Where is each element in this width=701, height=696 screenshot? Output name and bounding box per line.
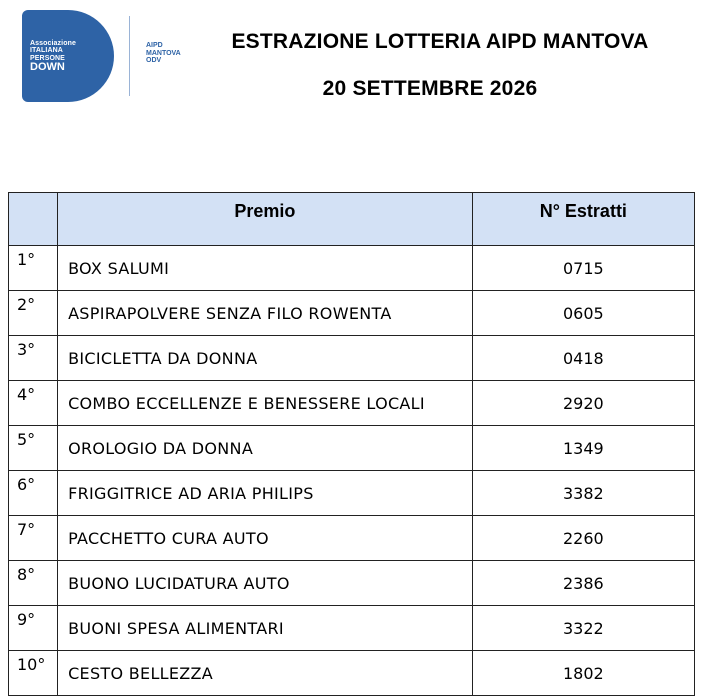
table-row bbox=[9, 291, 695, 336]
row-prize: ASPIRAPOLVERE SENZA FILO ROWENTA bbox=[58, 291, 473, 336]
table-row bbox=[9, 246, 695, 291]
row-number: 2386 bbox=[472, 561, 694, 606]
table-row bbox=[9, 426, 695, 471]
row-number: 0605 bbox=[472, 291, 694, 336]
logo-line-associazione: Associazione bbox=[30, 40, 76, 47]
table-row bbox=[9, 336, 695, 381]
table-row bbox=[9, 381, 695, 426]
row-prize: COMBO ECCELLENZE E BENESSERE LOCALI bbox=[58, 381, 473, 426]
row-number: 1349 bbox=[472, 426, 694, 471]
row-rank: 3° bbox=[9, 336, 58, 381]
logo-sub-aipd: AIPD bbox=[146, 42, 163, 49]
row-rank: 10° bbox=[9, 651, 58, 696]
row-rank: 6° bbox=[9, 471, 58, 516]
row-prize: OROLOGIO DA DONNA bbox=[58, 426, 473, 471]
row-rank: 8° bbox=[9, 561, 58, 606]
header-prize: Premio bbox=[58, 193, 473, 246]
row-number: 2260 bbox=[472, 516, 694, 561]
row-number: 3322 bbox=[472, 606, 694, 651]
row-number: 3382 bbox=[472, 471, 694, 516]
table-row bbox=[9, 561, 695, 606]
row-rank: 1° bbox=[9, 246, 58, 291]
row-number: 2920 bbox=[472, 381, 694, 426]
table-row bbox=[9, 516, 695, 561]
logo-line-down: DOWN bbox=[30, 61, 65, 74]
logo-subtitle bbox=[146, 42, 181, 65]
row-prize: BUONO LUCIDATURA AUTO bbox=[58, 561, 473, 606]
prize-table bbox=[8, 192, 695, 696]
table-header-row bbox=[9, 193, 695, 246]
logo-divider bbox=[129, 16, 130, 96]
logo-text bbox=[30, 40, 110, 74]
header-number: N° Estratti bbox=[472, 193, 694, 246]
logo-line-persone: PERSONE bbox=[30, 54, 65, 62]
row-rank: 4° bbox=[9, 381, 58, 426]
aipd-logo bbox=[22, 10, 192, 105]
row-prize: BUONI SPESA ALIMENTARI bbox=[58, 606, 473, 651]
row-rank: 5° bbox=[9, 426, 58, 471]
logo-sub-odv: ODV bbox=[146, 57, 162, 65]
row-prize: BOX SALUMI bbox=[58, 246, 473, 291]
row-rank: 2° bbox=[9, 291, 58, 336]
row-number: 0715 bbox=[472, 246, 694, 291]
page-title: ESTRAZIONE LOTTERIA AIPD MANTOVA bbox=[231, 30, 649, 53]
row-number: 0418 bbox=[472, 336, 694, 381]
draw-date: 20 SETTEMBRE 2026 bbox=[322, 77, 538, 100]
row-prize: BICICLETTA DA DONNA bbox=[58, 336, 473, 381]
table-row bbox=[9, 471, 695, 516]
header-rank bbox=[9, 193, 58, 246]
logo-line-italiana: ITALIANA bbox=[30, 47, 63, 55]
row-number: 1802 bbox=[472, 651, 694, 696]
row-rank: 7° bbox=[9, 516, 58, 561]
row-prize: CESTO BELLEZZA bbox=[58, 651, 473, 696]
row-prize: PACCHETTO CURA AUTO bbox=[58, 516, 473, 561]
table-row bbox=[9, 651, 695, 696]
row-prize: FRIGGITRICE AD ARIA PHILIPS bbox=[58, 471, 473, 516]
table-row bbox=[9, 606, 695, 651]
logo-sub-mantova: MANTOVA bbox=[146, 49, 181, 57]
row-rank: 9° bbox=[9, 606, 58, 651]
